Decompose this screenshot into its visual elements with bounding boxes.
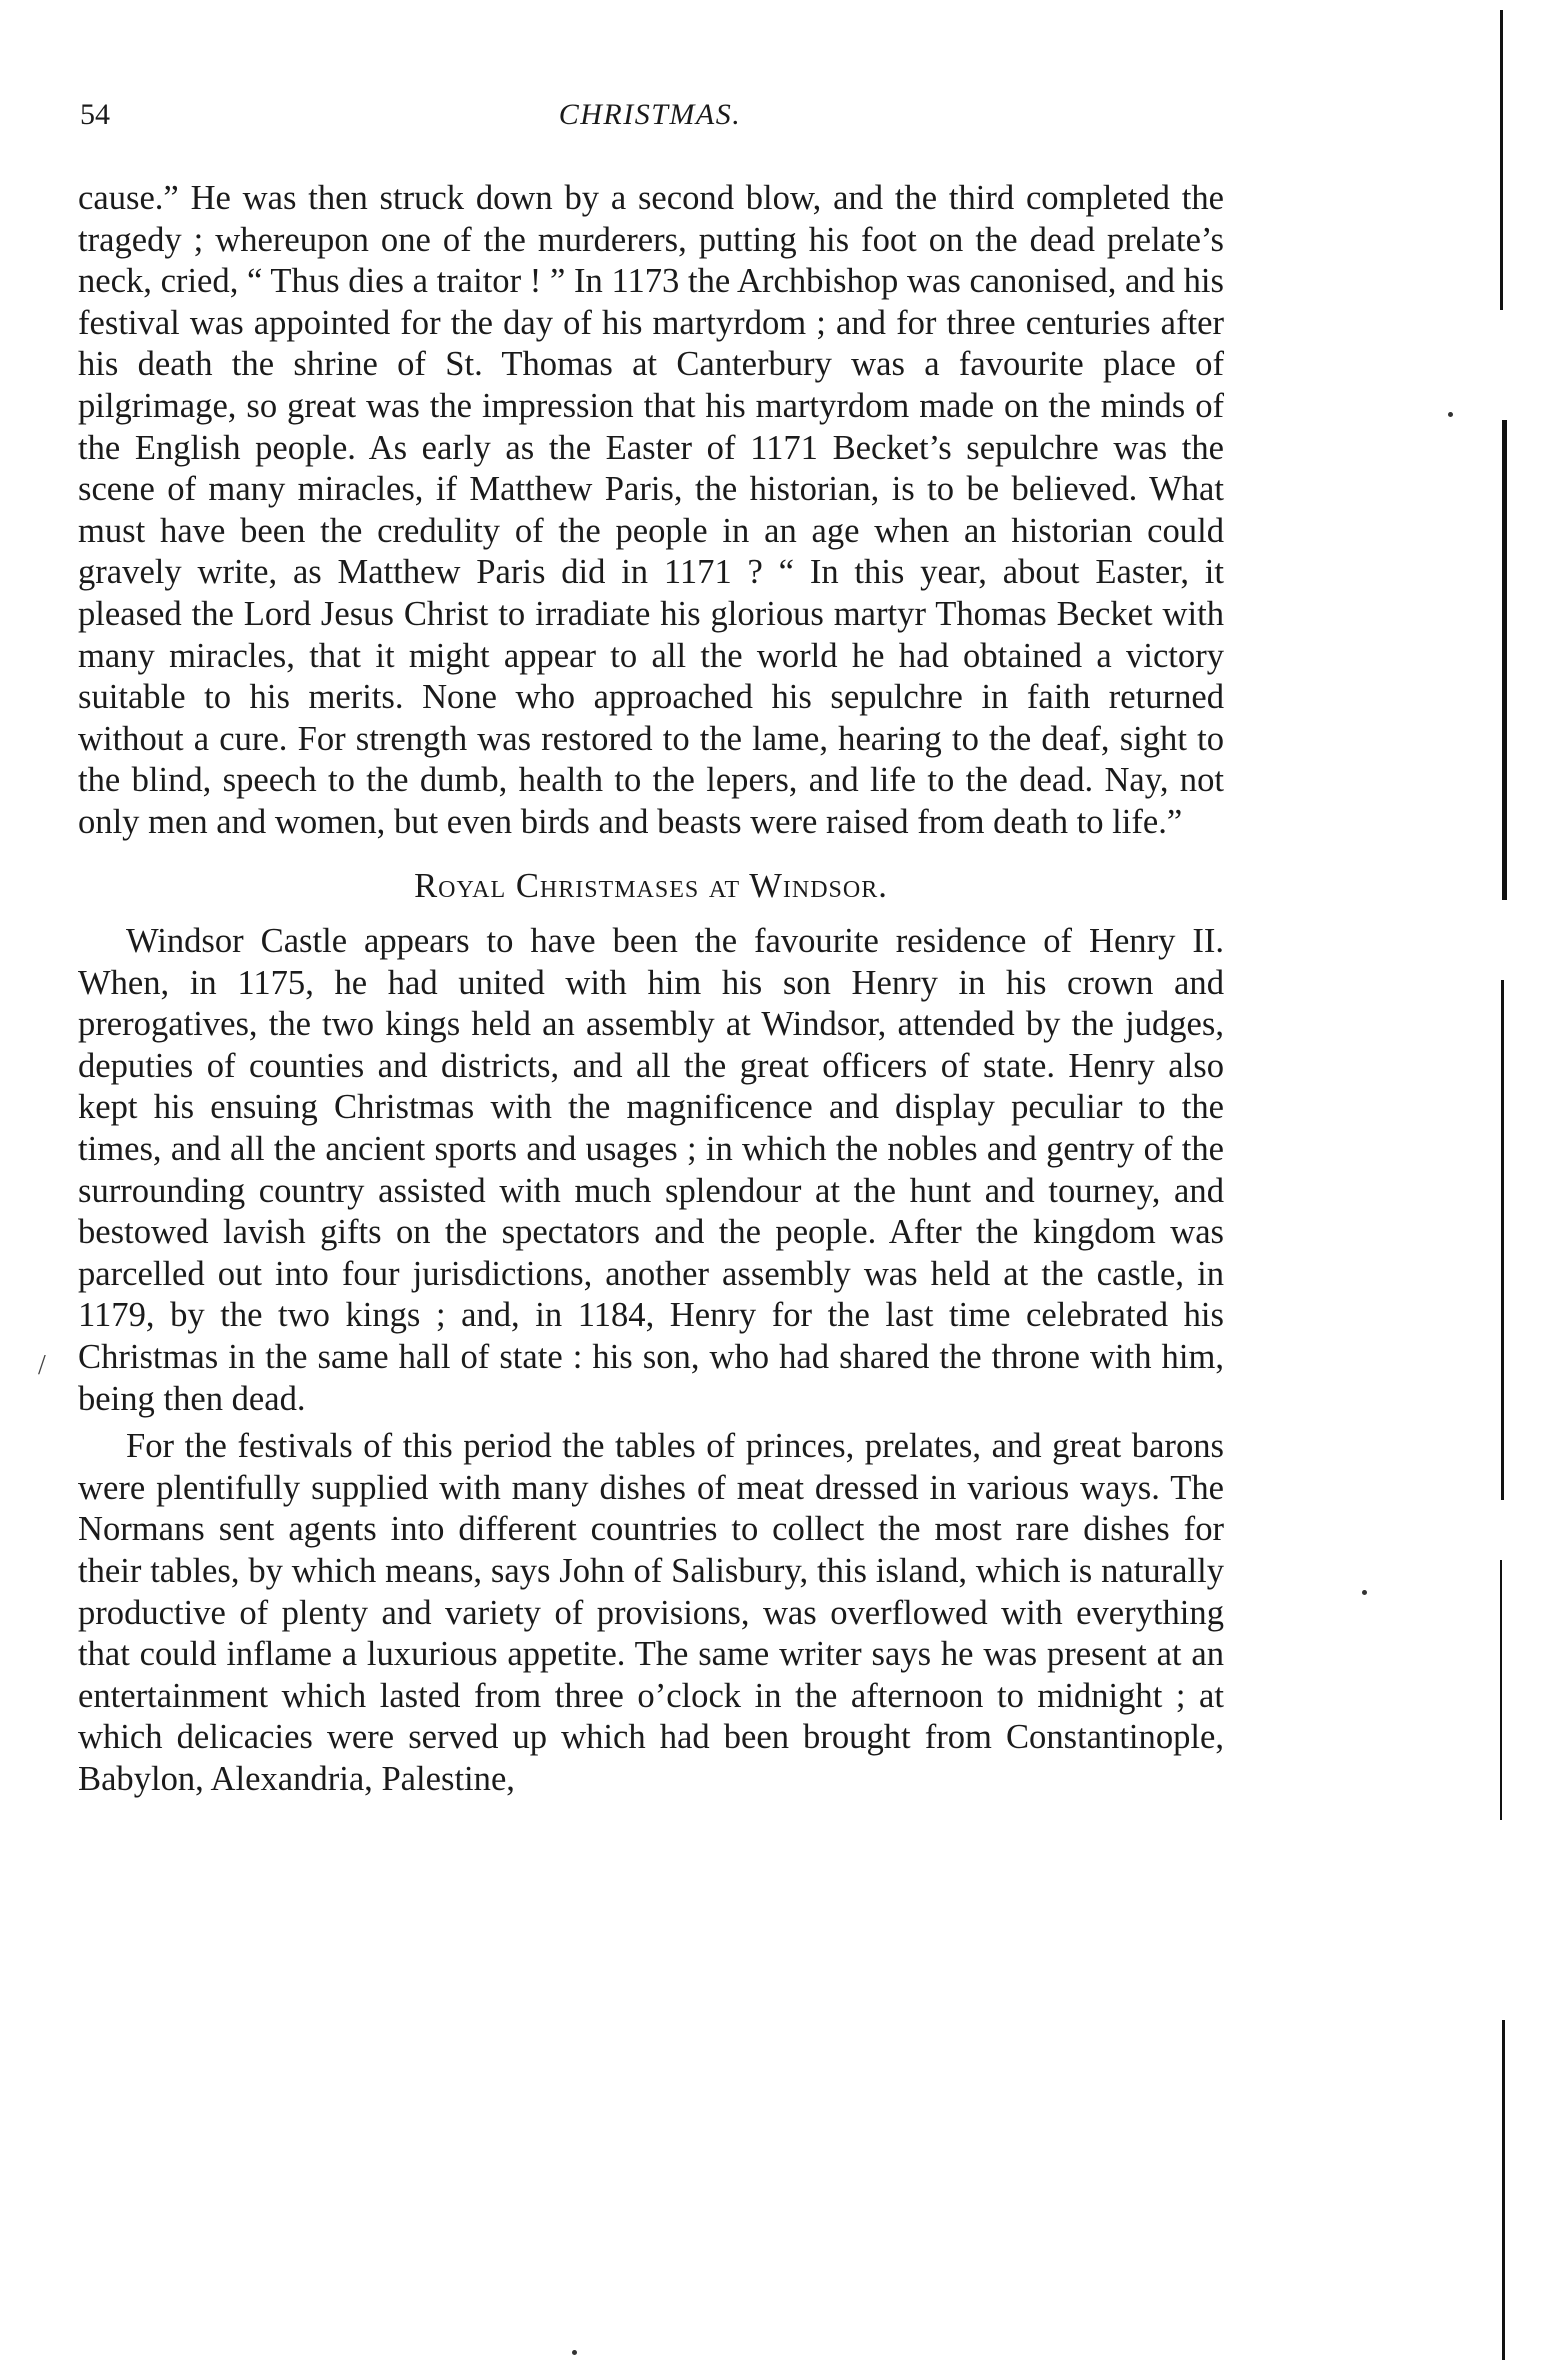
page-header — [80, 98, 1220, 142]
scan-edge-line — [1502, 2020, 1505, 2360]
paragraph-becket-martyrdom: cause.” He was then struck down by a second blow, and the third completed the tragedy ; whereupon one of the murderers, putting his foot on the dead prelate’s neck, cried, “ Thus dies a traitor ! ” In 1173 the Archbishop was canonised, and his festival was appointed for the day of his martyrdom ; and for three centuries after his death the shrine of St. Thomas at Canterbury was a favourite place of pilgrimage, so great was the impression that his martyrdom made on the minds of the English people. As early as the Easter of 1171 Becket’s sepulchre was the scene of many miracles, if Matthew Paris, the historian, is to be believed. What must have been the credulity of the people in an age when an historian could gravely write, as Matthew Paris did in 1171 ? “ In this year, about Easter, it pleased the Lord Jesus Christ to irradiate his glorious martyr Thomas Becket with many miracles, that it might appear to all the world he had obtained a victory suitable to his merits. None who approached his sepulchre in faith returned without a cure. For strength was restored to the lame, hearing to the deaf, sight to the blind, speech to the dumb, health to the lepers, and life to the dead. Nay, not only men and women, but even birds and beasts were raised from death to life.” — [78, 179, 1224, 841]
scan-edge-line — [1500, 10, 1503, 310]
running-title: CHRISTMAS. — [558, 98, 742, 131]
scan-edge-line — [1501, 980, 1504, 1500]
scan-edge-line — [1502, 420, 1507, 900]
margin-pencil-mark: / — [38, 1350, 46, 1381]
scan-edge-line — [1500, 1560, 1502, 1820]
paragraph-norman-festivals: For the festivals of this period the tables of princes, prelates, and great barons were plentifully supplied with many dishes of meat dressed in various ways. The Normans sent agents into different countries to collect the most rare dishes for their tables, by which means, says John of Salisbury, this island, which is naturally productive of plenty and variety of provisions, was overflowed with everything that could inflame a luxurious appetite. The same writer says he was present at an entertainment which lasted from three o’clock in the afternoon to midnight ; at which delicacies were served up which had been brought from Constantinople, Babylon, Alexandria, Palestine, — [78, 1427, 1224, 1798]
paragraph-windsor-castle: Windsor Castle appears to have been the favourite residence of Henry II. When, in 1175, he had united with him his son Henry in his crown and prerogatives, the two kings held an assembly at Windsor, attended by the judges, deputies of counties and districts, and all the great officers of state. Henry also kept his ensuing Christmas with the magnificence and display peculiar to the times, and all the ancient sports and usages ; in which the nobles and gentry of the surrounding country assisted with much splendour at the hunt and tourney, and bestowed lavish gifts on the spectators and the people. After the kingdom was parcelled out into four jurisdictions, another assembly was held at the castle, in 1179, by the two kings ; and, in 1184, Henry for the last time celebrated his Christmas in the same hall of state : his son, who had shared the throne with him, being then dead. — [78, 922, 1224, 1418]
scan-speck — [1362, 1590, 1367, 1595]
section-heading: Royal Christmases at Windsor. — [414, 866, 888, 905]
body-text — [78, 178, 1224, 1801]
scan-speck — [572, 2350, 577, 2355]
scan-speck — [1448, 412, 1453, 417]
page-number: 54 — [80, 98, 110, 131]
